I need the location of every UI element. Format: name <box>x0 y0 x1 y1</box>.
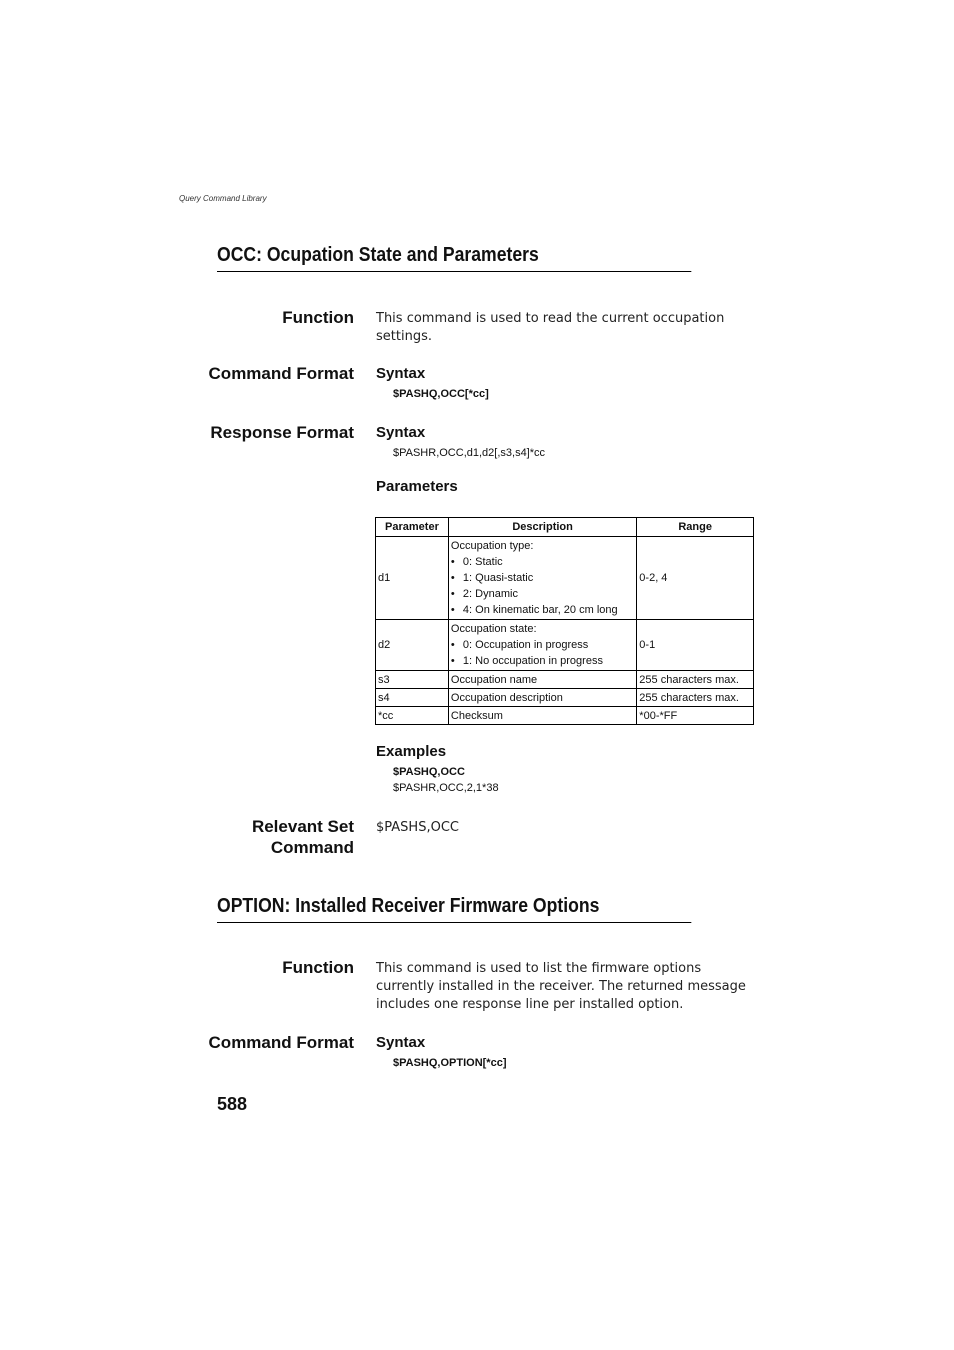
command-format-label: Command Format <box>208 1033 354 1052</box>
desc-cell: Occupation name <box>448 671 636 689</box>
function-text: This command is used to list the firmware options currently installed in the receiver. The returned message includes one response line per installed option. <box>376 961 746 1012</box>
list-item: • 0: Static <box>451 554 634 570</box>
param-cell: s3 <box>376 671 449 689</box>
relevant-set-command-value: $PASHS,OCC <box>376 820 459 835</box>
running-header: Query Command Library <box>179 194 267 203</box>
response-syntax-label: Syntax <box>376 424 426 441</box>
response-format-label: Response Format <box>210 423 354 442</box>
list-item: • 0: Occupation in progress <box>451 637 634 653</box>
list-item: • 1: Quasi-static <box>451 570 634 586</box>
desc-cell: Occupation description <box>448 689 636 707</box>
param-cell: s4 <box>376 689 449 707</box>
command-format-label: Command Format <box>208 364 354 383</box>
table-row <box>376 689 754 707</box>
range-cell: 0-2, 4 <box>637 537 754 620</box>
desc-list <box>451 554 634 618</box>
desc-title: Occupation state: <box>450 623 537 635</box>
column-header: Range <box>637 518 754 537</box>
examples-label: Examples <box>376 743 447 760</box>
param-cell: d2 <box>376 620 449 671</box>
parameters-label: Parameters <box>376 478 458 495</box>
example-response: $PASHR,OCC,2,1*38 <box>393 782 499 794</box>
desc-cell: Checksum <box>448 707 636 725</box>
example-query: $PASHQ,OCC <box>393 766 465 778</box>
desc-list <box>451 637 634 669</box>
function-label: Function <box>282 958 354 977</box>
table-row <box>376 537 754 620</box>
command-syntax-label: Syntax <box>376 1034 426 1051</box>
relevant-label-line1: Relevant Set <box>251 817 354 836</box>
range-cell: 255 characters max. <box>637 689 754 707</box>
desc-title: Occupation type: <box>450 540 534 552</box>
table-row <box>376 671 754 689</box>
command-syntax: $PASHQ,OCC[*cc] <box>393 388 489 400</box>
column-header: Parameter <box>376 518 449 537</box>
section-title-occ: OCC: Ocupation State and Parameters <box>217 244 691 272</box>
desc-cell <box>448 537 636 620</box>
function-label: Function <box>282 308 354 327</box>
param-cell: d1 <box>376 537 449 620</box>
table-row <box>376 707 754 725</box>
list-item: • 2: Dynamic <box>451 586 634 602</box>
parameters-table <box>375 517 754 725</box>
param-cell: *cc <box>376 707 449 725</box>
relevant-label-line2: Command <box>270 838 354 857</box>
page-number: 588 <box>217 1094 248 1114</box>
range-cell: *00-*FF <box>637 707 754 725</box>
range-cell: 255 characters max. <box>637 671 754 689</box>
column-header: Description <box>448 518 636 537</box>
relevant-set-command-label <box>194 816 354 858</box>
table-header-row <box>376 518 754 537</box>
function-text: This command is used to read the current occupation settings. <box>376 311 725 344</box>
command-syntax: $PASHQ,OPTION[*cc] <box>393 1057 507 1069</box>
command-syntax-label: Syntax <box>376 365 426 382</box>
list-item: • 4: On kinematic bar, 20 cm long <box>451 602 634 618</box>
response-syntax: $PASHR,OCC,d1,d2[,s3,s4]*cc <box>393 447 546 459</box>
desc-cell <box>448 620 636 671</box>
list-item: • 1: No occupation in progress <box>451 653 634 669</box>
section-title-option: OPTION: Installed Receiver Firmware Options <box>217 895 691 923</box>
table-row <box>376 620 754 671</box>
range-cell: 0-1 <box>637 620 754 671</box>
